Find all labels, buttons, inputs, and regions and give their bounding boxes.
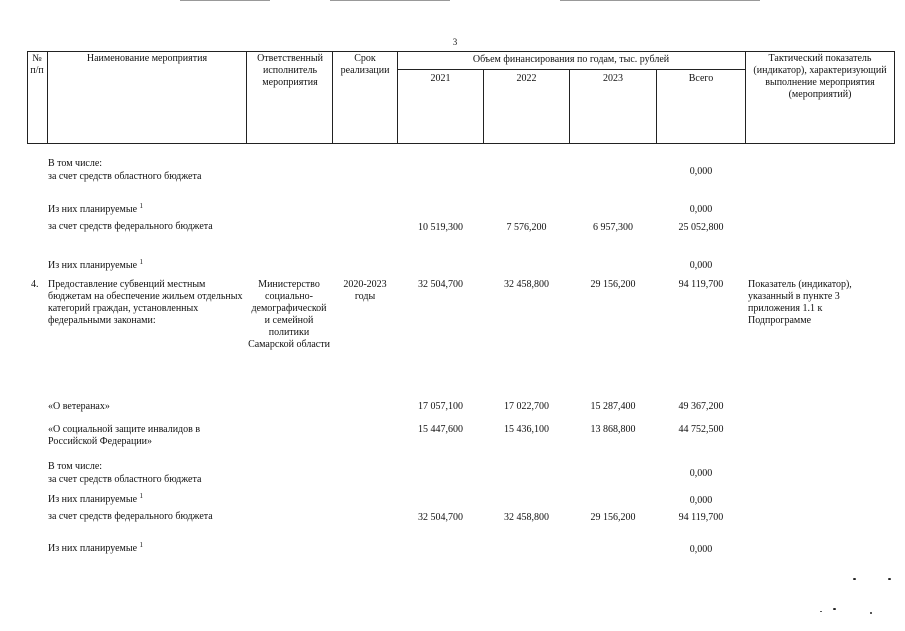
row-total: 94 119,700 bbox=[678, 512, 724, 523]
scan-speck bbox=[853, 578, 856, 580]
row-total: 0,000 bbox=[689, 260, 713, 271]
row-label: Из них планируемые $^1$ bbox=[48, 202, 144, 215]
header-col-indicator: Тактический показатель (индикатор), характеризующий выполнение мероприятия (мероприятий) bbox=[753, 53, 887, 100]
header-col-number: № п/п bbox=[30, 53, 44, 76]
row-label: В том числе: bbox=[48, 461, 103, 472]
item-number: 4. bbox=[31, 279, 39, 290]
scan-speck bbox=[820, 611, 822, 612]
item-value-2022: 32 458,800 bbox=[504, 279, 549, 290]
scan-speck bbox=[833, 608, 836, 610]
item-name: Предоставление субвенций местным бюджетам на обеспечение жильем отдельных категорий граждан, установленных федеральными законами: bbox=[48, 279, 243, 326]
row-value-2021: 32 504,700 bbox=[418, 512, 463, 523]
item-total: 94 119,700 bbox=[678, 279, 724, 290]
header-col-name: Наименование мероприятия bbox=[86, 53, 208, 64]
row-value-2022: 7 576,200 bbox=[506, 222, 547, 233]
row-total: 0,000 bbox=[689, 204, 713, 215]
row-value-2022: 15 436,100 bbox=[504, 424, 549, 435]
row-value-2022: 32 458,800 bbox=[504, 512, 549, 523]
row-label: Из них планируемые $^1$ bbox=[48, 541, 144, 554]
row-label: Из них планируемые $^1$ bbox=[48, 258, 144, 271]
row-label: за счет средств областного бюджета bbox=[48, 474, 202, 485]
row-total: 25 052,800 bbox=[678, 222, 724, 233]
row-label: за счет средств федерального бюджета bbox=[48, 511, 213, 522]
header-col-responsible: Ответственный исполнитель мероприятия bbox=[257, 53, 323, 88]
header-col-term: Срок реализации bbox=[340, 53, 390, 76]
row-value-2021: 15 447,600 bbox=[418, 424, 463, 435]
item-responsible: Министерство социально-демографической и семейной политики Самарской области bbox=[248, 279, 330, 350]
header-year-2022: 2022 bbox=[516, 73, 537, 84]
item-value-2021: 32 504,700 bbox=[418, 279, 463, 290]
row-label: за счет средств областного бюджета bbox=[48, 171, 202, 182]
item-indicator: Показатель (индикатор), указанный в пункте 3 приложения 1.1 к Подпрограмме bbox=[748, 279, 852, 326]
scan-speck bbox=[888, 578, 891, 580]
row-total: 44 752,500 bbox=[678, 424, 724, 435]
row-total: 0,000 bbox=[689, 495, 713, 506]
scan-artifact bbox=[330, 0, 450, 1]
page-number: 3 bbox=[452, 37, 458, 47]
row-value-2023: 29 156,200 bbox=[590, 512, 636, 523]
row-label: Из них планируемые $^1$ bbox=[48, 492, 144, 505]
item-term: 2020-2023 годы bbox=[343, 279, 387, 302]
item-value-2023: 29 156,200 bbox=[590, 279, 636, 290]
row-total: 0,000 bbox=[689, 468, 713, 479]
header-year-2021: 2021 bbox=[430, 73, 451, 84]
scan-speck bbox=[870, 612, 872, 614]
row-value-2021: 17 057,100 bbox=[418, 401, 463, 412]
row-total: 49 367,200 bbox=[678, 401, 724, 412]
header-col-funding: Объем финансирования по годам, тыс. рублей bbox=[472, 54, 670, 65]
row-label: В том числе: bbox=[48, 158, 103, 169]
scan-artifact bbox=[180, 0, 270, 1]
row-value-2023: 13 868,800 bbox=[590, 424, 636, 435]
header-year-2023: 2023 bbox=[603, 73, 623, 84]
row-total: 0,000 bbox=[689, 166, 713, 177]
row-label: за счет средств федерального бюджета bbox=[48, 221, 213, 232]
row-value-2022: 17 022,700 bbox=[504, 401, 549, 412]
header-total: Всего bbox=[688, 73, 714, 84]
row-label: «О ветеранах» bbox=[48, 401, 110, 412]
row-value-2023: 6 957,300 bbox=[593, 222, 633, 233]
row-value-2021: 10 519,300 bbox=[418, 222, 463, 233]
scan-artifact bbox=[560, 0, 760, 1]
row-label: «О социальной защите инвалидов в Российской Федерации» bbox=[48, 424, 201, 447]
row-total: 0,000 bbox=[689, 544, 713, 555]
row-value-2023: 15 287,400 bbox=[590, 401, 636, 412]
